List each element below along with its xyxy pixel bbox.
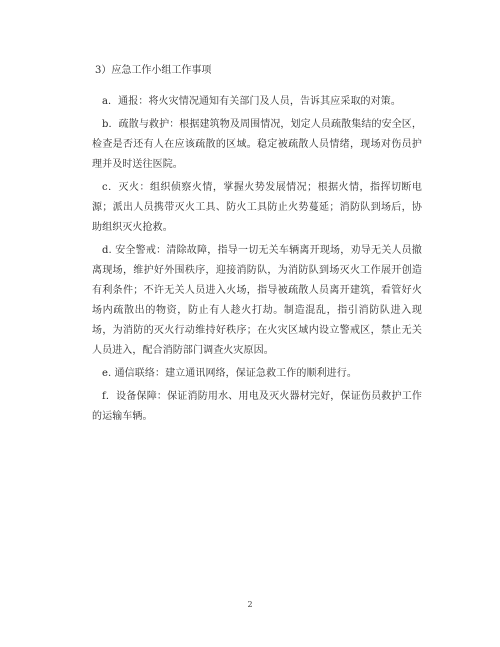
paragraph-security-cordon: d. 安全警戒：清除故障，指导一切无关车辆离开现场，劝导无关人员撤离现场，维护好外围秩序，迎接消防队，为消防队到场灭火工作展开创造有利条件；不许无关人员进入火场，指导被疏散人员离开建筑，看管好火场内疏散出的物资，防止有人趁火打劫。制造混乱，指引消防队进入现场，为消防的灭火行动维持好秩序；在火灾区域内设立警戒区，禁止无关人员进入，配合消防部门调查火灾原因。 [92, 245, 422, 356]
page-content [92, 64, 422, 430]
paragraph-equipment: f．设备保障：保证消防用水、用电及灭火器材完好，保证伤员救护工作的运输车辆。 [92, 391, 422, 422]
section-heading: 3）应急工作小组工作事项 [95, 65, 212, 76]
paragraph-communication: e. 通信联络：建立通讯网络，保证急救工作的顺利进行。 [102, 368, 357, 379]
paragraph-firefighting: c．灭火：组织侦察火情，掌握火势发展情况；根据火情，指挥切断电源；派出人员携带灭火工具、防火工具防止火势蔓延；消防队到场后，协助组织灭火抢救。 [92, 182, 422, 233]
paragraph-evacuation: b．疏散与救护：根据建筑物及周围情况，划定人员疏散集结的安全区，检查是否还有人在应该疏散的区域。稳定被疏散人员情绪，现场对伤员护理并及时送往医院。 [92, 119, 422, 170]
page-number: 2 [247, 600, 253, 609]
paragraph-notification: a．通报：将火灾情况通知有关部门及人员，告诉其应采取的对策。 [102, 96, 401, 107]
